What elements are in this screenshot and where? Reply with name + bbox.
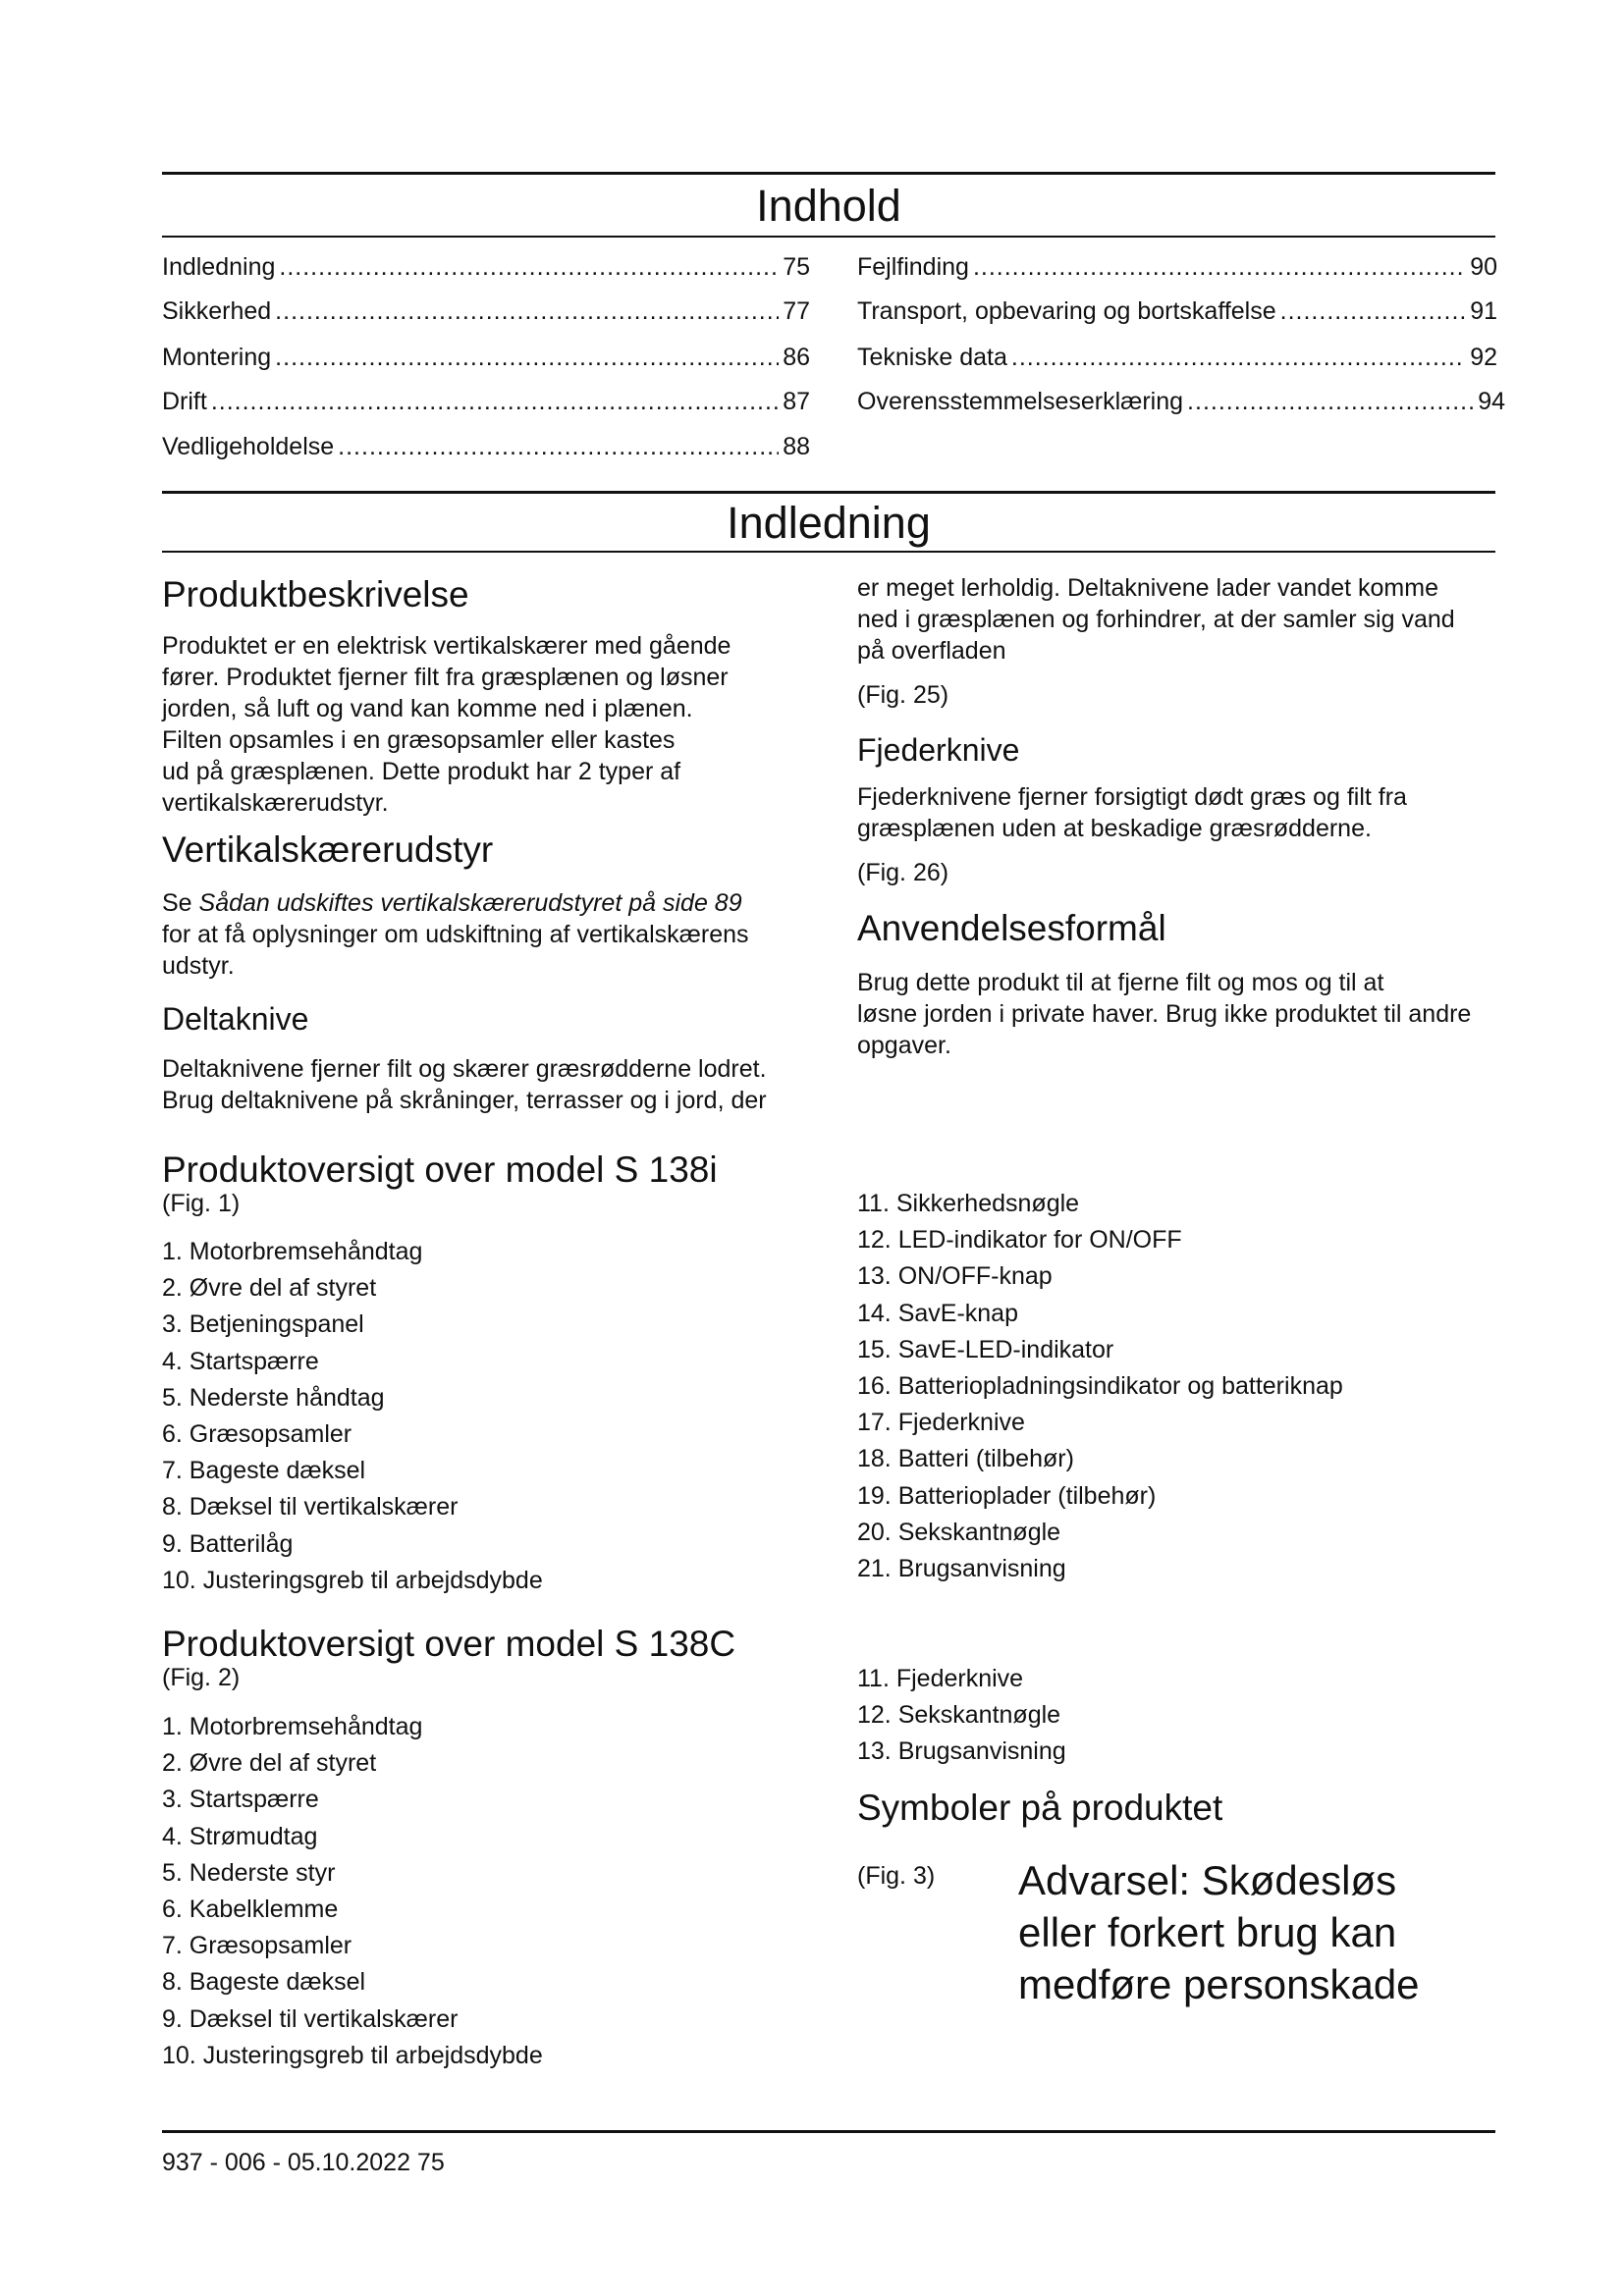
toc-leader [1280, 296, 1467, 326]
list-item: 3. Startspærre [162, 1786, 319, 1814]
list-item: 7. Græsopsamler [162, 1932, 352, 1960]
toc-entry-page: 88 [783, 433, 810, 460]
text-line: medføre personskade [1018, 1961, 1420, 2007]
list-item: 2. Øvre del af styret [162, 1274, 377, 1303]
toc-leader [973, 252, 1466, 282]
text-line: Advarsel: Skødesløs [1018, 1857, 1397, 1903]
list-item: 20. Sekskantnøgle [857, 1518, 1061, 1546]
list-item: 12. Sekskantnøgle [857, 1701, 1061, 1730]
toc-entry-page: 91 [1470, 297, 1497, 325]
list-item: 6. Kabelklemme [162, 1895, 339, 1923]
list-item: 5. Nederste styr [162, 1858, 336, 1887]
text-line: Brug deltaknivene på skråninger, terrasser og i jord, der [162, 1087, 767, 1114]
list-item: 5. Nederste håndtag [162, 1383, 385, 1412]
overview-c-heading: Produktoversigt over model S 138C [162, 1624, 736, 1664]
toc-entry[interactable] [857, 343, 1497, 372]
toc-entry-page: 77 [783, 297, 810, 325]
text-line: Filten opsamles i en græsopsamler eller kastes [162, 726, 676, 754]
toc-entry-page: 87 [783, 388, 810, 415]
toc-entry-label: Fejlfinding [857, 253, 969, 281]
text-line: ud på græsplænen. Dette produkt har 2 typer af [162, 758, 681, 785]
list-item: 21. Brugsanvisning [857, 1554, 1066, 1582]
toc-leader [1011, 343, 1466, 372]
list-item: 18. Batteri (tilbehør) [857, 1445, 1074, 1473]
toc-entry-label: Montering [162, 344, 272, 371]
list-item: 15. SavE-LED-indikator [857, 1335, 1114, 1363]
text-line: jorden, så luft og vand kan komme ned i plænen. [162, 695, 693, 722]
overview-c-fig-reference: (Fig. 2) [162, 1664, 241, 1691]
toc-entry[interactable] [162, 343, 810, 372]
toc-leader [338, 432, 779, 461]
list-item: 1. Motorbremsehåndtag [162, 1713, 423, 1740]
toc-entry-page: 86 [783, 344, 810, 371]
text-line: eller forkert brug kan [1018, 1909, 1397, 1955]
list-item: 13. ON/OFF-knap [857, 1262, 1053, 1291]
top-rule [162, 172, 1495, 175]
toc-leader [275, 296, 779, 326]
toc-entry[interactable] [162, 432, 810, 461]
equipment-text [162, 887, 830, 982]
toc-entry-label: Vedligeholdelse [162, 433, 335, 460]
text-line [162, 887, 830, 919]
list-item: 7. Bageste dæksel [162, 1457, 366, 1485]
spring-heading: Fjederknive [857, 732, 1020, 768]
toc-entry-page: 92 [1470, 344, 1497, 371]
equipment-prefix: Se [162, 889, 192, 917]
intro-title: Indledning [727, 498, 931, 548]
text-line: fører. Produktet fjerner filt fra græsplænen og løsner [162, 664, 729, 691]
text-line: opgaver. [857, 1032, 951, 1059]
delta-fig-reference: (Fig. 25) [857, 681, 949, 709]
purpose-heading: Anvendelsesformål [857, 908, 1166, 948]
list-item: 1. Motorbremsehåndtag [162, 1238, 423, 1265]
toc-leader [279, 252, 779, 282]
list-item: 10. Justeringsgreb til arbejdsdybde [162, 1566, 543, 1594]
toc-leader [275, 343, 779, 372]
overview-i-heading: Produktoversigt over model S 138i [162, 1149, 718, 1190]
text-line: er meget lerholdig. Deltaknivene lader vandet komme [857, 574, 1438, 602]
spring-fig-reference: (Fig. 26) [857, 859, 949, 886]
list-item: 3. Betjeningspanel [162, 1310, 364, 1339]
page-footer: 937 - 006 - 05.10.2022 75 [162, 2149, 445, 2176]
toc-entry-page: 75 [783, 253, 810, 281]
toc-title-rule [162, 236, 1495, 238]
toc-entry-label: Indledning [162, 253, 276, 281]
toc-entry-label: Overensstemmelseserklæring [857, 388, 1184, 415]
product-description-text [162, 630, 810, 819]
text-line: på overfladen [857, 637, 1006, 665]
toc-entry-page: 90 [1470, 253, 1497, 281]
toc-title: Indhold [756, 181, 901, 231]
spring-text [857, 781, 1505, 844]
toc-entry-page: 94 [1478, 388, 1505, 415]
toc-entry[interactable] [162, 387, 810, 416]
list-item: 9. Dæksel til vertikalskærer [162, 2004, 459, 2033]
overview-c-parts-list-right [857, 1663, 1066, 1773]
text-line: Fjederknivene fjerner forsigtigt dødt græs og filt fra [857, 783, 1407, 811]
overview-i-parts-list-right [857, 1188, 1343, 1589]
toc-entry[interactable] [857, 296, 1497, 326]
text-line: for at få oplysninger om udskiftning af vertikalskærens [162, 921, 749, 948]
text-line: ned i græsplænen og forhindrer, at der samler sig vand [857, 606, 1455, 633]
overview-i-fig-reference: (Fig. 1) [162, 1190, 241, 1217]
list-item: 6. Græsopsamler [162, 1419, 352, 1448]
text-line: udstyr. [162, 952, 235, 980]
toc-entry-label: Drift [162, 388, 207, 415]
list-item: 2. Øvre del af styret [162, 1749, 377, 1778]
list-item: 14. SavE-knap [857, 1299, 1018, 1327]
toc-entry[interactable] [857, 387, 1505, 416]
overview-i-parts-list-left [162, 1236, 543, 1601]
list-item: 13. Brugsanvisning [857, 1737, 1066, 1766]
toc-leader [211, 387, 779, 416]
delta-text-continued [857, 572, 1505, 667]
text-line: græsplænen uden at beskadige græsrødderne. [857, 815, 1372, 842]
warning-text [1018, 1854, 1489, 2010]
intro-title-rule [162, 551, 1495, 553]
toc-entry[interactable] [857, 252, 1497, 282]
list-item: 17. Fjederknive [857, 1409, 1025, 1437]
overview-c-parts-list-left [162, 1711, 543, 2076]
list-item: 16. Batteriopladningsindikator og batteriknap [857, 1371, 1343, 1400]
toc-leader [1187, 387, 1474, 416]
product-description-heading: Produktbeskrivelse [162, 574, 469, 614]
list-item: 10. Justeringsgreb til arbejdsdybde [162, 2041, 543, 2069]
text-line: vertikalskærerudstyr. [162, 789, 389, 817]
delta-text [162, 1053, 830, 1116]
toc-entry[interactable] [162, 296, 810, 326]
toc-entry-label: Tekniske data [857, 344, 1007, 371]
list-item: 8. Dæksel til vertikalskærer [162, 1493, 459, 1522]
intro-rule [162, 491, 1495, 494]
equipment-heading: Vertikalskærerudstyr [162, 829, 494, 870]
list-item: 12. LED-indikator for ON/OFF [857, 1226, 1182, 1255]
list-item: 11. Fjederknive [857, 1665, 1024, 1692]
equipment-cross-reference-link[interactable]: Sådan udskiftes vertikalskærerudstyret på side 89 [198, 889, 742, 917]
purpose-text [857, 967, 1505, 1061]
list-item: 19. Batterioplader (tilbehør) [857, 1481, 1157, 1510]
footer-rule [162, 2130, 1495, 2133]
symbols-heading: Symboler på produktet [857, 1788, 1223, 1828]
list-item: 4. Startspærre [162, 1347, 319, 1375]
list-item: 4. Strømudtag [162, 1822, 318, 1850]
text-line: løsne jorden i private haver. Brug ikke produktet til andre [857, 1000, 1472, 1028]
toc-entry-label: Transport, opbevaring og bortskaffelse [857, 297, 1276, 325]
list-item: 9. Batterilåg [162, 1529, 294, 1558]
toc-entry-label: Sikkerhed [162, 297, 272, 325]
toc-entry[interactable] [162, 252, 810, 282]
text-line: Produktet er en elektrisk vertikalskærer med gående [162, 632, 731, 660]
text-line: Deltaknivene fjerner filt og skærer græsrødderne lodret. [162, 1055, 767, 1083]
list-item: 8. Bageste dæksel [162, 1968, 366, 1997]
symbols-fig-reference: (Fig. 3) [857, 1862, 936, 1890]
text-line: Brug dette produkt til at fjerne filt og mos og til at [857, 969, 1384, 996]
delta-heading: Deltaknive [162, 1001, 309, 1037]
list-item: 11. Sikkerhedsnøgle [857, 1190, 1080, 1217]
